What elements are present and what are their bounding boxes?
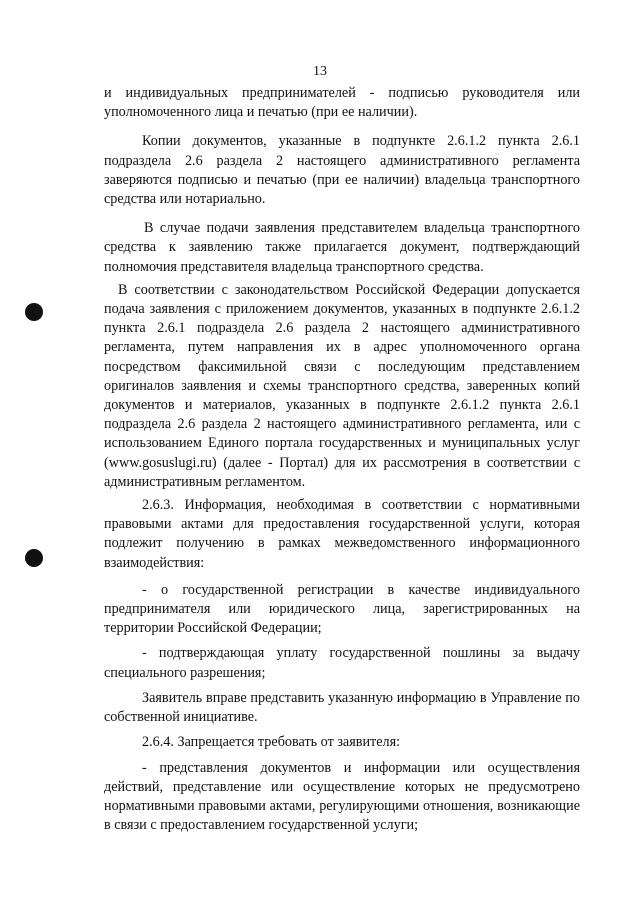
paragraph: Заявитель вправе представить указанную информацию в Управление по собственной инициативе. xyxy=(104,689,580,726)
paragraph: 2.6.3. Информация, необходимая в соответствии с нормативными правовыми актами для предоставления государственной услуги, которая подлежит получению в рамках межведомственного информационного взаимодействия: xyxy=(104,497,580,571)
paragraph: 2.6.4. Запрещается требовать от заявителя: xyxy=(142,734,401,751)
page-number: 13 xyxy=(313,64,327,79)
paragraph: В случае подачи заявления представителем владельца транспортного средства к заявлению также прилагается документ, подтверждающий полномочия представителя владельца транспортного средства. xyxy=(104,220,580,275)
list-item: - подтверждающая уплату государственной пошлины за выдачу специального разрешения; xyxy=(104,645,580,681)
document-body xyxy=(104,84,580,835)
list-item: - представления документов и информации или осуществления действий, представление или осуществление которых не предусмотрено нормативными правовыми актами, регулирующими отношения, возникающие в связи с предоставлением государственной услуги; xyxy=(104,759,580,834)
paragraph: Копии документов, указанные в подпункте 2.6.1.2 пункта 2.6.1 подраздела 2.6 раздела 2 настоящего административного регламента заверяются подписью и печатью (при ее наличии) владельца транспортного средства или нотариально. xyxy=(104,133,580,208)
paragraph: В соответствии с законодательством Российской Федерации допускается подача заявления с приложением документов, указанных в подпункте 2.6.1.2 пункта 2.6.1 подраздела 2.6 раздела 2 настоящего административного регламента, путем направления их в адрес уполномоченного органа посредством факсимильной связи с последующим представлением оригиналов заявления и схемы транспортного средства, заверенных копий документов и материалов, указанных в подпункте 2.6.1.2 пункта 2.6.1 подраздела 2.6 раздела 2 настоящего административного регламента, или с использованием Единого портала государственных и муниципальных услуг (www.gosuslugi.ru) (далее - Портал) для их рассмотрения в соответствии с административным регламентом. xyxy=(104,281,580,490)
list-item: - о государственной регистрации в качестве индивидуального предпринимателя или юридического лица, зарегистрированных на территории Российской Федерации; xyxy=(104,581,580,637)
paragraph: и индивидуальных предпринимателей - подписью руководителя или уполномоченного лица и печатью (при ее наличии). xyxy=(104,85,580,121)
binder-hole-mark xyxy=(25,303,43,321)
binder-hole-mark xyxy=(25,549,43,567)
